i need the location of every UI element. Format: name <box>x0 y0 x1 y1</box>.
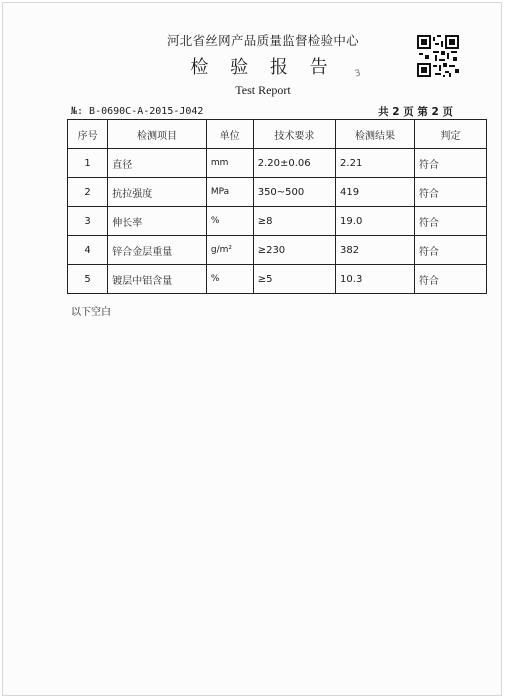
handwritten-mark: 3 <box>353 68 362 80</box>
col-header-unit: 单位 <box>206 120 253 149</box>
cell-no: 4 <box>68 236 108 265</box>
col-header-result: 检测结果 <box>336 120 415 149</box>
cell-judgement: 符合 <box>414 207 486 236</box>
table-row <box>68 236 487 265</box>
col-header-no: 序号 <box>68 120 108 149</box>
cell-unit: g/m² <box>206 236 253 265</box>
cell-requirement: 350~500 <box>253 178 335 207</box>
cell-judgement: 符合 <box>414 149 486 178</box>
cell-item: 抗拉强度 <box>108 178 207 207</box>
cell-no: 1 <box>68 149 108 178</box>
cell-item: 直径 <box>108 149 207 178</box>
cell-judgement: 符合 <box>414 265 486 294</box>
cell-requirement: ≥8 <box>253 207 335 236</box>
cell-judgement: 符合 <box>414 178 486 207</box>
cell-requirement: 2.20±0.06 <box>253 149 335 178</box>
test-results-table <box>67 119 487 294</box>
page-count: 共 2 页 第 2 页 <box>378 106 453 118</box>
cell-item: 镀层中铝含量 <box>108 265 207 294</box>
cell-item: 锌合金层重量 <box>108 236 207 265</box>
cell-unit: mm <box>206 149 253 178</box>
cell-judgement: 符合 <box>414 236 486 265</box>
cell-no: 3 <box>68 207 108 236</box>
cell-unit: MPa <box>206 178 253 207</box>
cell-result: 10.3 <box>336 265 415 294</box>
table-row <box>68 178 487 207</box>
organization-name: 河北省丝网产品质量监督检验中心 <box>166 33 359 48</box>
report-title-en: Test Report <box>235 83 291 97</box>
cell-unit: % <box>206 207 253 236</box>
cell-requirement: ≥5 <box>253 265 335 294</box>
cell-unit: % <box>206 265 253 294</box>
blank-below-note: 以下空白 <box>71 307 111 318</box>
col-header-item: 检测项目 <box>108 120 207 149</box>
table-header-row <box>68 120 487 149</box>
table-row <box>68 265 487 294</box>
col-header-requirement: 技术要求 <box>253 120 335 149</box>
cell-requirement: ≥230 <box>253 236 335 265</box>
table-row <box>68 207 487 236</box>
cell-no: 2 <box>68 178 108 207</box>
cell-result: 382 <box>336 236 415 265</box>
cell-result: 19.0 <box>336 207 415 236</box>
col-header-judgement: 判定 <box>414 120 486 149</box>
qr-code-icon <box>417 35 459 77</box>
report-page <box>2 2 502 696</box>
cell-result: 2.21 <box>336 149 415 178</box>
cell-result: 419 <box>336 178 415 207</box>
cell-item: 伸长率 <box>108 207 207 236</box>
report-title-cn: 检 验 报 告 <box>190 57 336 78</box>
cell-no: 5 <box>68 265 108 294</box>
table-row <box>68 149 487 178</box>
report-number: №: B-0690C-A-2015-J042 <box>71 106 204 117</box>
